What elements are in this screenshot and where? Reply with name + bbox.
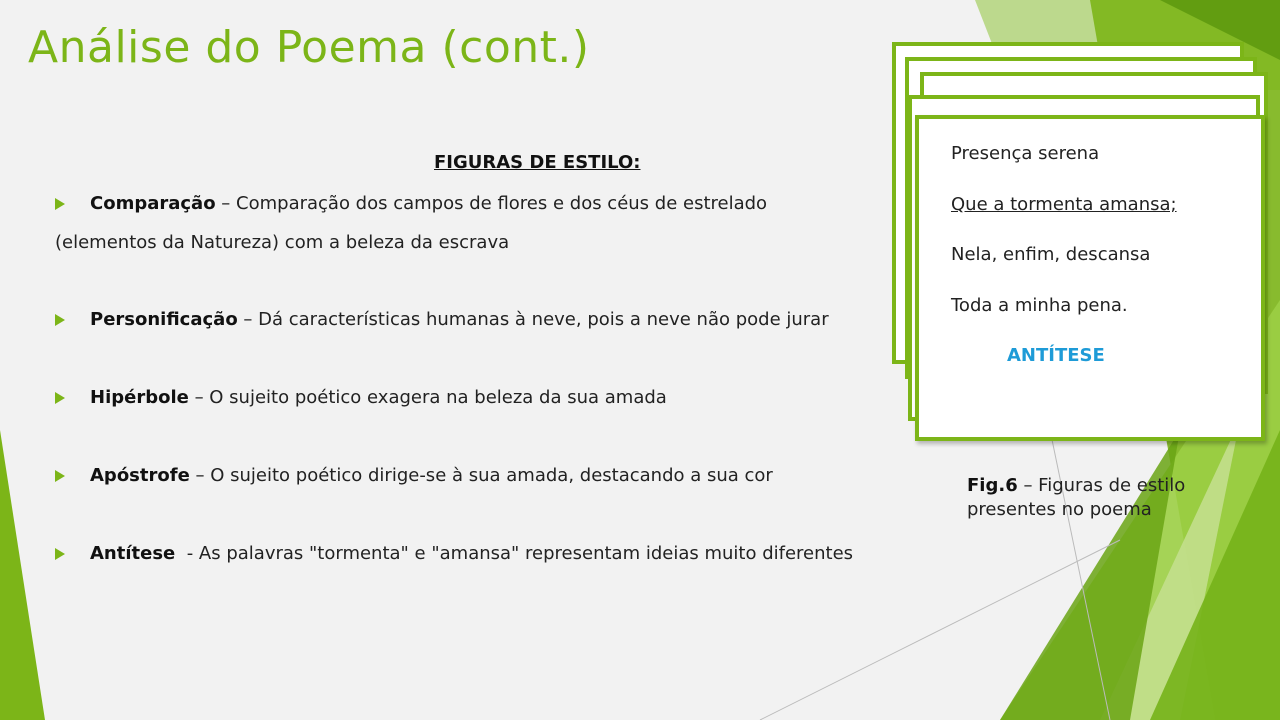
poem-line: Nela, enfim, descansa: [951, 244, 1151, 265]
poem-line: Que a tormenta amansa;: [951, 194, 1177, 215]
bullet-arrow-icon: [55, 548, 65, 560]
bullet-term: Apóstrofe: [90, 465, 190, 486]
bullet-hiperbole: [55, 387, 667, 408]
bullet-text: – O sujeito poético exagera na beleza da sua amada: [188, 387, 667, 408]
bullet-comparacao: [55, 193, 767, 214]
bullet-arrow-icon: [55, 314, 65, 326]
bullet-personificacao: [55, 309, 829, 330]
figures-subheading: FIGURAS DE ESTILO:: [434, 152, 641, 173]
bullet-arrow-icon: [55, 392, 65, 404]
bullet-text: – Comparação dos campos de flores e dos céus de estrelado: [215, 193, 768, 214]
bullet-antitese: [55, 543, 853, 564]
slide-title: Análise do Poema (cont.): [28, 22, 590, 73]
caption-text: – Figuras de estilo presentes no poema: [967, 475, 1186, 520]
figure-caption: [967, 474, 1207, 522]
bullet-text: – O sujeito poético dirige-se à sua amada, destacando a sua cor: [189, 465, 773, 486]
poem-card: [915, 115, 1265, 441]
bullet-term: Comparação: [90, 193, 216, 214]
poem-line: Presença serena: [951, 143, 1100, 164]
bullet-arrow-icon: [55, 198, 65, 210]
caption-label: Fig.6: [967, 475, 1018, 496]
bullet-arrow-icon: [55, 470, 65, 482]
bullet-continuation: (elementos da Natureza) com a beleza da escrava: [55, 232, 510, 253]
bullet-term: Personificação: [90, 309, 238, 330]
poem-line: Toda a minha pena.: [951, 295, 1128, 316]
antitese-label: ANTÍTESE: [1007, 345, 1105, 366]
bullet-text: - As palavras "tormenta" e "amansa" representam ideias muito diferentes: [175, 543, 854, 564]
bullet-term: Hipérbole: [90, 387, 189, 408]
bullet-apostrofe: [55, 465, 773, 486]
bullet-term: Antítese: [90, 543, 176, 564]
bullet-text: – Dá características humanas à neve, pois a neve não pode jurar: [237, 309, 829, 330]
